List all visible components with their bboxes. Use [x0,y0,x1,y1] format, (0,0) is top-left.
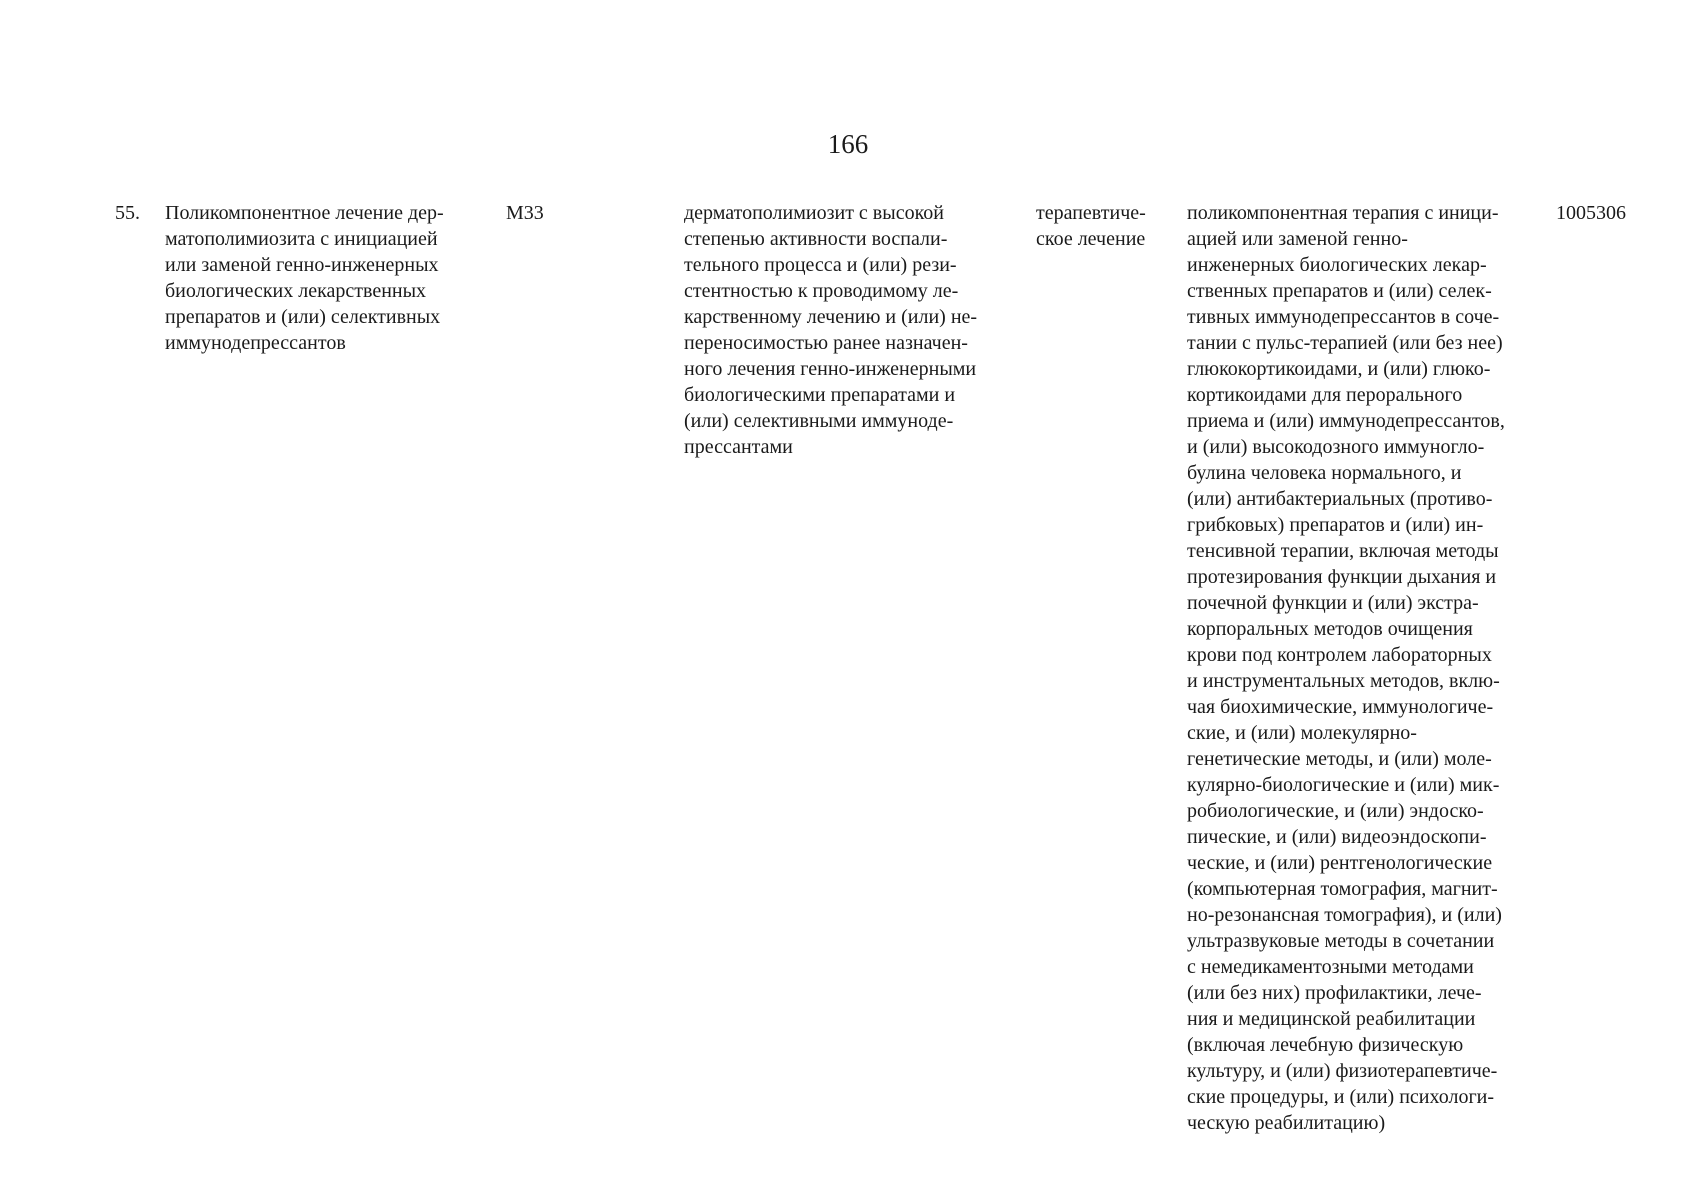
patient-model-line: ного лечения генно-инженерными [684,358,977,380]
treatment-method-line: ческую реабилитацию) [1187,1112,1386,1134]
page-number: 166 [827,129,869,159]
treatment-method-line: и (или) высокодозного иммуногло- [1187,436,1485,458]
treatment-method-line: ские процедуры, и (или) психологи- [1187,1086,1495,1108]
treatment-method-line: ультразвуковые методы в сочетании [1187,930,1495,952]
treatment-method-line: и инструментальных методов, вклю- [1187,670,1500,692]
treatment-method-line: кортикоидами для перорального [1187,384,1463,406]
treatment-method-line: генетические методы, и (или) моле- [1187,748,1492,770]
treatment-method-line: пические, и (или) видеоэндоскопи- [1187,826,1487,848]
treatment-method-line: почечной функции и (или) экстра- [1187,592,1479,614]
treatment-method-line: грибковых) препаратов и (или) ин- [1187,514,1484,536]
patient-model-line: карственному лечению и (или) не- [684,306,978,328]
treatment-method-line: ственных препаратов и (или) селек- [1187,280,1492,302]
treatment-method-line: тенсивной терапии, включая методы [1187,540,1499,562]
treatment-method-line: с немедикаментозными методами [1187,956,1474,978]
treatment-method-line: приема и (или) иммунодепрессантов, [1187,410,1505,432]
treatment-method-line: протезирования функции дыхания и [1187,566,1497,588]
treatment-method-line: (или) антибактериальных (противо- [1187,488,1493,510]
patient-model-line: биологическими препаратами и [684,384,956,406]
treatment-type-line: ское лечение [1036,228,1146,250]
treatment-method-line: глюкокортикоидами, и (или) глюко- [1187,358,1491,380]
treatment-type-cell [1036,200,1171,252]
treatment-method-line: ния и медицинской реабилитации [1187,1008,1476,1030]
patient-model-line: (или) селективными иммуноде- [684,410,954,432]
treatment-method-line: (включая лечебную физическую [1187,1034,1464,1056]
treatment-method-line: чая биохимические, иммунологиче- [1187,696,1494,718]
treatment-method-line: крови под контролем лабораторных [1187,644,1492,666]
patient-model-line: дерматополимиозит с высокой [684,202,944,224]
treatment-method-line: ские, и (или) молекулярно- [1187,722,1417,744]
patient-model-line: прессантами [684,436,793,458]
treatment-method-line: робиологические, и (или) эндоско- [1187,800,1484,822]
treatment-method-line: поликомпонентная терапия с иници- [1187,202,1499,224]
treatment-method-line: булина человека нормального, и [1187,462,1462,484]
patient-model-line: степенью активности воспали- [684,228,948,250]
patient-model-line: тельного процесса и (или) рези- [684,254,957,276]
treatment-name-line: матополимиозита с инициацией [165,228,438,250]
treatment-method-line: инженерных биологических лекар- [1187,254,1487,276]
treatment-method-line: ацией или заменой генно- [1187,228,1408,250]
patient-model-line: переносимостью ранее назначен- [684,332,968,354]
treatment-method-line: тании с пульс-терапией (или без нее) [1187,332,1503,354]
treatment-name-line: биологических лекарственных [165,280,427,302]
patient-model-line: стентностью к проводимому ле- [684,280,959,302]
treatment-name-line: или заменой генно-инженерных [165,254,439,276]
treatment-method-line: корпоральных методов очищения [1187,618,1473,640]
row-number: 55. [115,202,140,224]
treatment-method-line: (или без них) профилактики, лече- [1187,982,1482,1004]
cost-cell: 1005306 [1556,202,1626,224]
treatment-name-line: Поликомпонентное лечение дер- [165,202,444,224]
treatment-method-cell [1187,200,1552,1136]
treatment-method-line: но-резонансная томография), и (или) [1187,904,1502,926]
treatment-name-line: иммунодепрессантов [165,332,346,354]
treatment-method-line: ческие, и (или) рентгенологические [1187,852,1493,874]
treatment-method-line: культуру, и (или) физиотерапевтиче- [1187,1060,1498,1082]
treatment-method-line: кулярно-биологические и (или) мик- [1187,774,1500,796]
treatment-method-line: (компьютерная томография, магнит- [1187,878,1498,900]
patient-model-cell [684,200,1024,460]
treatment-name-line: препаратов и (или) селективных [165,306,441,328]
treatment-type-line: терапевтиче- [1036,202,1146,224]
treatment-name-cell [165,200,485,356]
icd-code-cell: М33 [506,202,544,224]
treatment-method-line: тивных иммунодепрессантов в соче- [1187,306,1500,328]
